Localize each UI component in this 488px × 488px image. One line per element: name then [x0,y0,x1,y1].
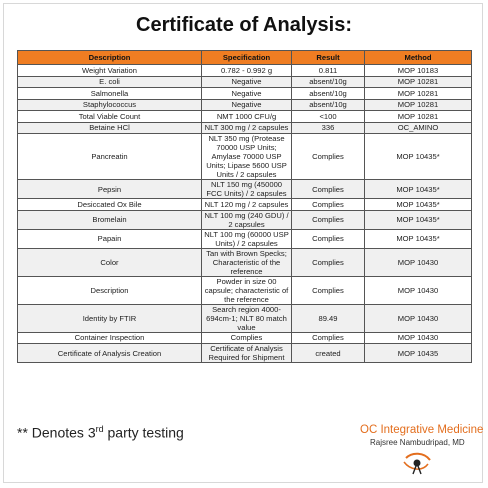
table-row [18,122,472,134]
cell-result: absent/10g [292,99,365,111]
cell-description: Pepsin [18,180,202,199]
cell-result: absent/10g [292,76,365,88]
cell-specification: Negative [202,76,292,88]
cell-description: Color [18,248,202,276]
cell-specification: Negative [202,88,292,100]
cell-method: MOP 10435* [365,180,472,199]
cell-description: E. coli [18,76,202,88]
table-row [18,111,472,123]
cell-description: Desiccated Ox Bile [18,199,202,211]
analysis-table [17,50,472,363]
cell-specification: NLT 100 mg (60000 USP Units) / 2 capsules [202,229,292,248]
footnote-prefix: ** Denotes 3 [17,424,96,441]
footnote-sup: rd [95,424,104,434]
table-row [18,99,472,111]
cell-description: Staphylococcus [18,99,202,111]
cell-result: Complies [292,332,365,344]
table-row [18,248,472,276]
cell-method: OC_AMINO [365,122,472,134]
table-row [18,199,472,211]
table-row [18,276,472,304]
cell-result: Complies [292,229,365,248]
table-row [18,304,472,332]
cell-result: Complies [292,134,365,180]
footnote-suffix: party testing [103,424,184,441]
table-row [18,332,472,344]
cell-method: MOP 10430 [365,276,472,304]
cell-method: MOP 10430 [365,304,472,332]
table-row [18,134,472,180]
cell-method: MOP 10183 [365,65,472,77]
logo-subtitle: Rajsree Nambudripad, MD [370,438,465,447]
cell-specification: Certificate of Analysis Required for Shipment [202,344,292,363]
cell-specification: NLT 350 mg (Protease 70000 USP Units; Amylase 70000 USP Units; Lipase 5600 USP Units / 2 capsules [202,134,292,180]
cell-result: absent/10g [292,88,365,100]
cell-method: MOP 10281 [365,99,472,111]
cell-method: MOP 10430 [365,248,472,276]
cell-description: Certificate of Analysis Creation [18,344,202,363]
header-result: Result [292,51,365,65]
cell-method: MOP 10281 [365,111,472,123]
table-row [18,65,472,77]
cell-method: MOP 10435* [365,210,472,229]
cell-result: 0.811 [292,65,365,77]
cell-result: Complies [292,180,365,199]
cell-result: Complies [292,248,365,276]
cell-specification: NLT 120 mg / 2 capsules [202,199,292,211]
table-row [18,76,472,88]
cell-method: MOP 10281 [365,76,472,88]
header-specification: Specification [202,51,292,65]
cell-specification: Search region 4000-694cm-1; NLT 80 match value [202,304,292,332]
cell-description: Container Inspection [18,332,202,344]
header-method: Method [365,51,472,65]
logo-name: OC Integrative Medicine [360,424,484,436]
cell-description: Weight Variation [18,65,202,77]
logo-mark-icon [400,450,434,476]
cell-specification: Complies [202,332,292,344]
cell-method: MOP 10430 [365,332,472,344]
cell-description: Description [18,276,202,304]
cell-method: MOP 10281 [365,88,472,100]
cell-specification: Tan with Brown Specks; Characteristic of the reference [202,248,292,276]
cell-specification: NLT 100 mg (240 GDU) / 2 capsules [202,210,292,229]
cell-specification: Negative [202,99,292,111]
page-title: Certificate of Analysis: [136,14,352,36]
cell-specification: NMT 1000 CFU/g [202,111,292,123]
cell-description: Pancreatin [18,134,202,180]
table-row [18,210,472,229]
table-row [18,88,472,100]
cell-description: Papain [18,229,202,248]
table-row [18,180,472,199]
cell-method: MOP 10435 [365,344,472,363]
cell-result: Complies [292,276,365,304]
table-body [18,65,472,363]
cell-result: 89.49 [292,304,365,332]
cell-description: Salmonella [18,88,202,100]
cell-specification: Powder in size 00 capsule; characteristic of the reference [202,276,292,304]
cell-description: Betaine HCl [18,122,202,134]
cell-description: Total Viable Count [18,111,202,123]
cell-description: Bromelain [18,210,202,229]
cell-specification: 0.782 - 0.992 g [202,65,292,77]
cell-result: Complies [292,199,365,211]
cell-result: <100 [292,111,365,123]
cell-method: MOP 10435* [365,229,472,248]
third-party-footnote [17,424,184,441]
cell-description: Identity by FTIR [18,304,202,332]
header-description: Description [18,51,202,65]
table-row [18,229,472,248]
cell-result: 336 [292,122,365,134]
cell-result: Complies [292,210,365,229]
cell-result: created [292,344,365,363]
cell-method: MOP 10435* [365,134,472,180]
company-logo [360,424,484,447]
table-header-row [18,51,472,65]
cell-specification: NLT 300 mg / 2 capsules [202,122,292,134]
table-row [18,344,472,363]
cell-method: MOP 10435* [365,199,472,211]
cell-specification: NLT 150 mg (450000 FCC Units) / 2 capsules [202,180,292,199]
